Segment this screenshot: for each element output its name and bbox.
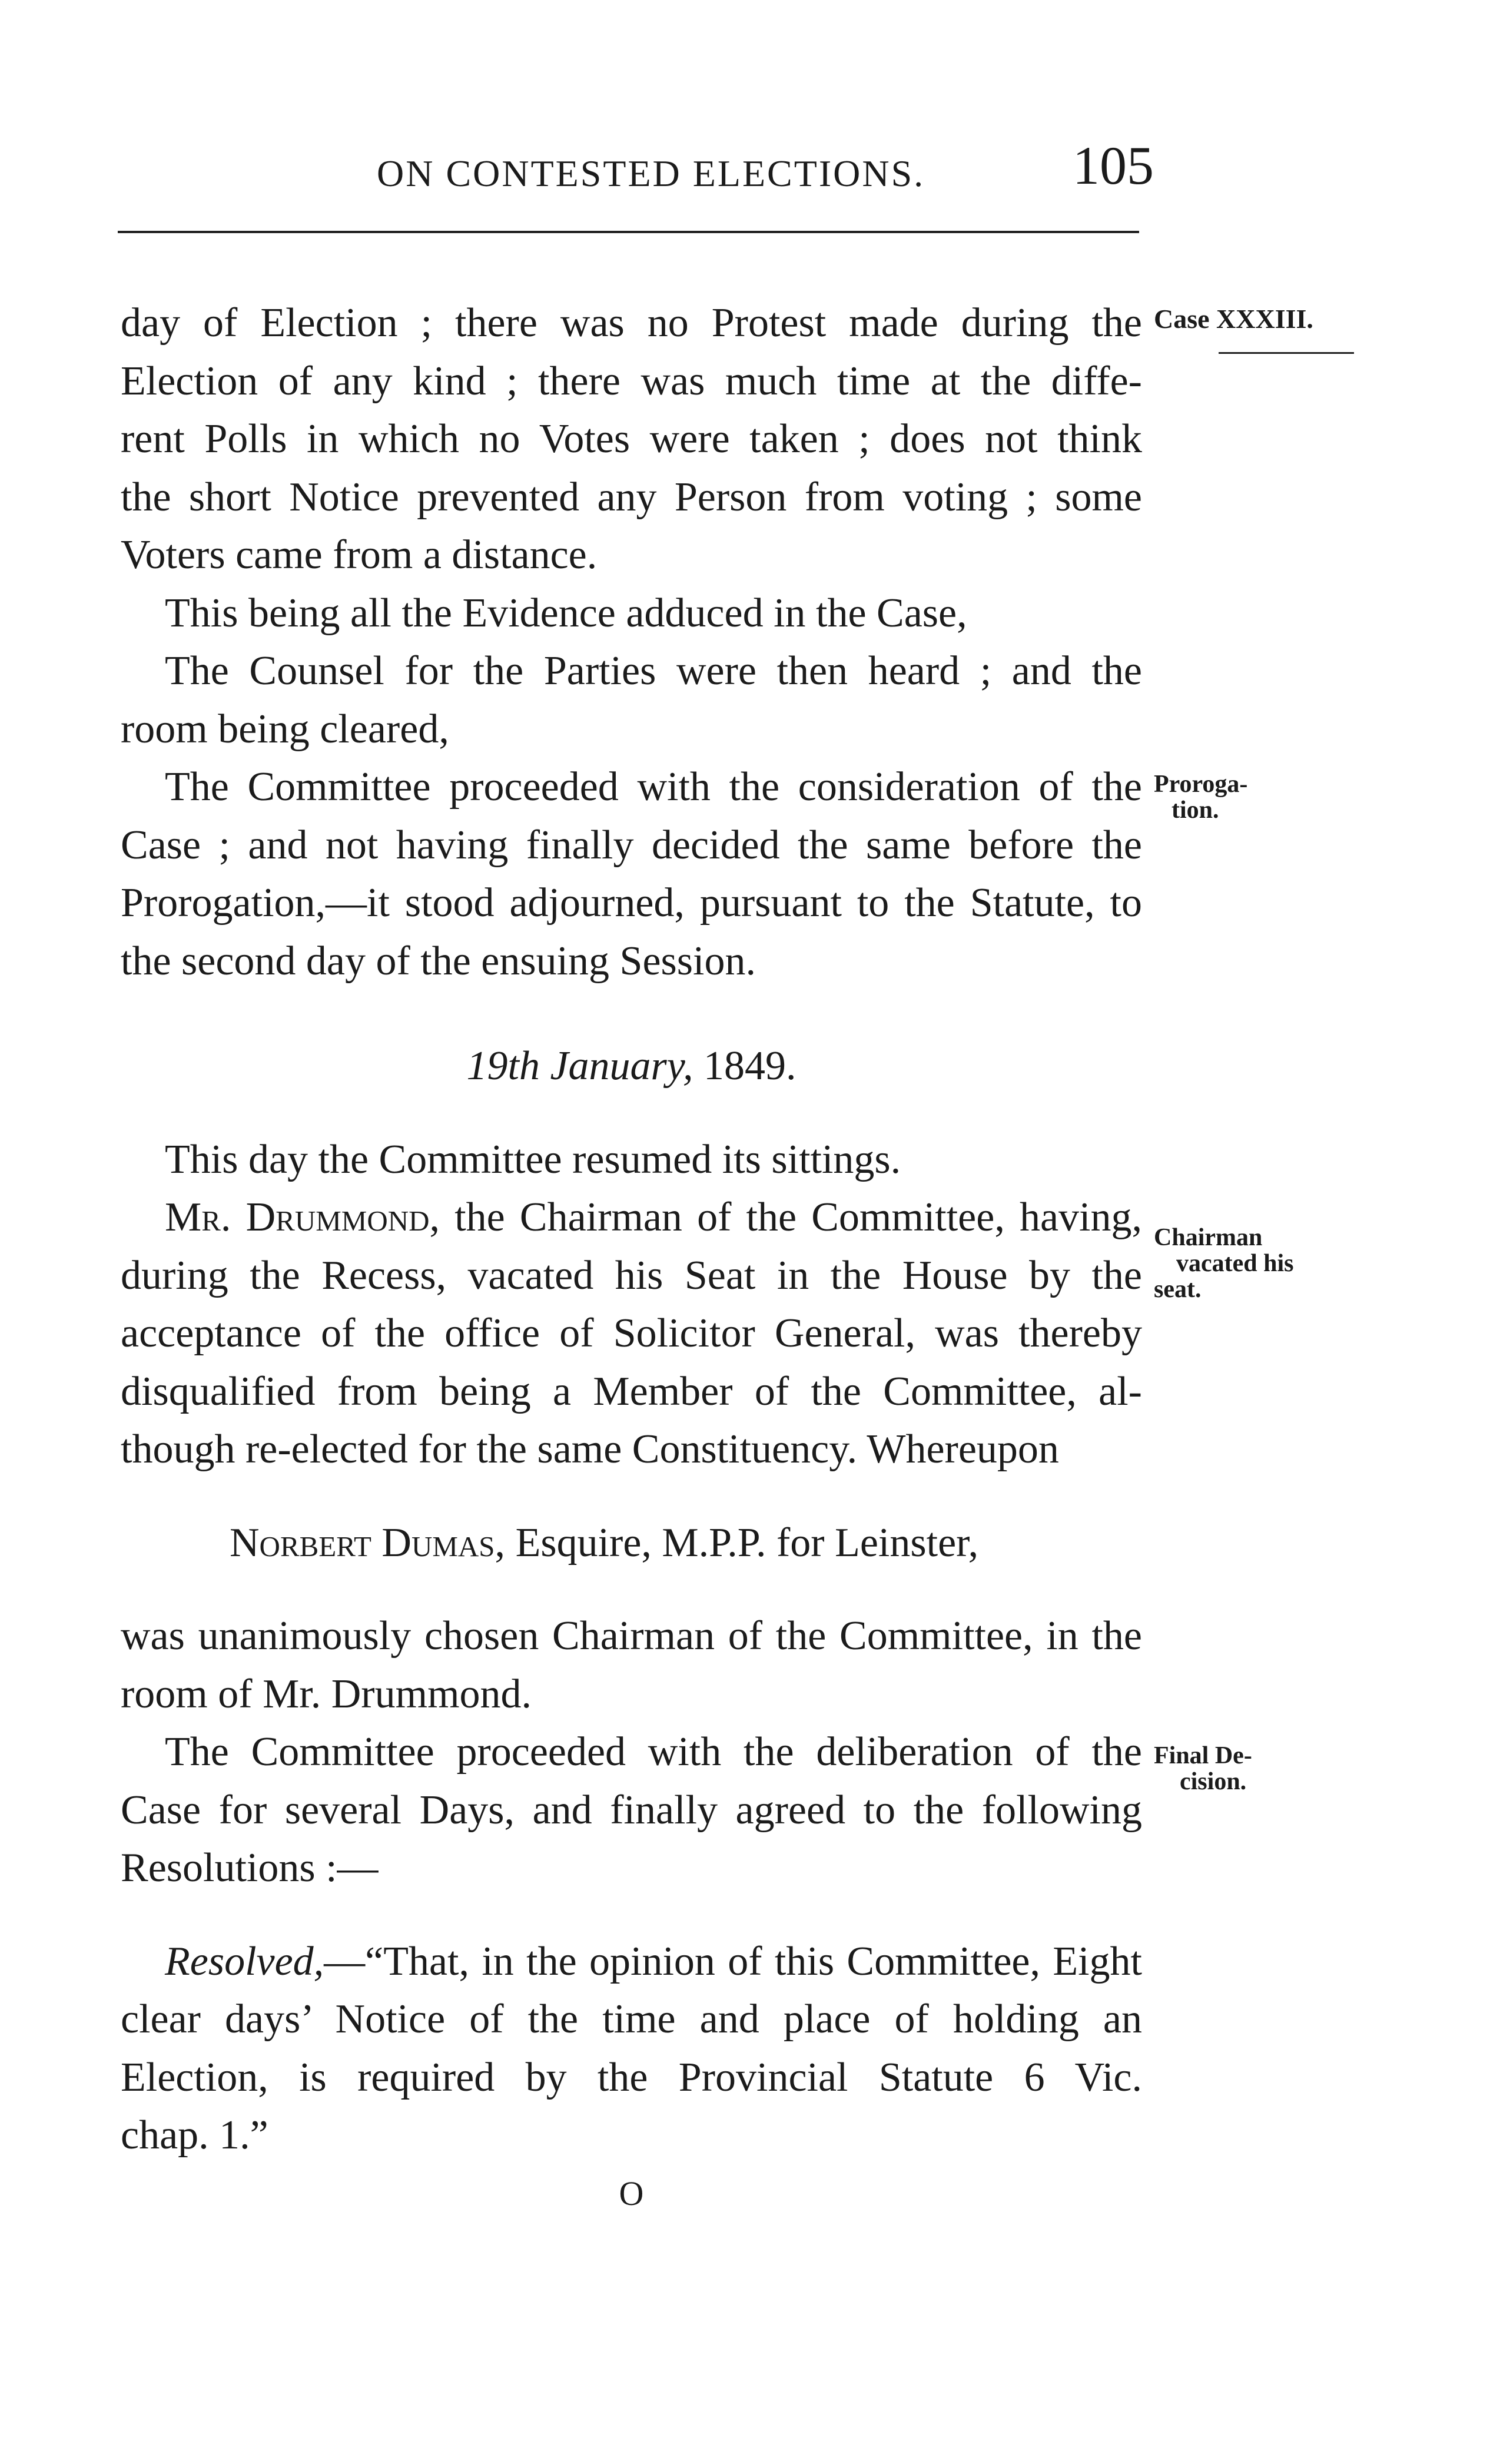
margin-note-line: cision. bbox=[1180, 1768, 1247, 1795]
text-line: rent Polls in which no Votes were taken ; does not think bbox=[121, 416, 1142, 462]
spacer bbox=[121, 1898, 1142, 1933]
text-line: Resolutions :— bbox=[121, 1845, 379, 1891]
text-fragment: —“That, in the opinion of this Committee, Eight bbox=[324, 1938, 1142, 1984]
text-line: day of Election ; there was no Protest made during the bbox=[121, 300, 1142, 346]
date-month: January, bbox=[550, 1043, 693, 1089]
resolved-label: Resolved, bbox=[165, 1938, 324, 1984]
spacer bbox=[121, 1479, 1142, 1514]
text-line: clear days’ Notice of the time and place of holding an bbox=[121, 1997, 1142, 2042]
text-line: The Committee proceeded with the deliberation of the bbox=[165, 1729, 1142, 1775]
date-year: 1849. bbox=[703, 1043, 797, 1089]
page-header bbox=[118, 134, 1154, 205]
text-line: the second day of the ensuing Session. bbox=[121, 938, 756, 984]
body-text bbox=[121, 294, 1142, 2223]
text-line: Election, is required by the Provincial Statute 6 Vic. bbox=[121, 2054, 1142, 2100]
text-line: This day the Committee resumed its sittings. bbox=[165, 1136, 901, 1182]
text-line: though re-elected for the same Constituency. Whereupon bbox=[121, 1427, 1059, 1472]
text-line: the short Notice prevented any Person from voting ; some bbox=[121, 474, 1142, 520]
text-line: Case for several Days, and finally agreed to the following bbox=[121, 1787, 1142, 1833]
text-line: during the Recess, vacated his Seat in the House by the bbox=[121, 1252, 1142, 1298]
margin-note-line: vacated his bbox=[1176, 1250, 1294, 1277]
text-line bbox=[121, 1189, 1142, 1247]
text-fragment: the Chairman of the Committee, having, bbox=[454, 1195, 1143, 1240]
text-line: was unanimously chosen Chairman of the Committee, in the bbox=[121, 1613, 1142, 1659]
running-head: ON CONTESTED ELECTIONS. bbox=[377, 152, 925, 194]
margin-note-line: tion. bbox=[1172, 797, 1219, 824]
text-line: Voters came from a distance. bbox=[121, 532, 598, 578]
date-heading bbox=[121, 1037, 1142, 1096]
name-line bbox=[121, 1514, 1142, 1573]
text-line: room of Mr. Drummond. bbox=[121, 1671, 532, 1717]
margin-note-final bbox=[1154, 1743, 1252, 1795]
text-line bbox=[121, 1933, 1142, 1991]
spacer bbox=[121, 1096, 1142, 1131]
text-line: The Counsel for the Parties were then heard ; and the bbox=[165, 648, 1142, 694]
text-line: chap. 1.” bbox=[121, 2113, 268, 2158]
person-name: Norbert Dumas, bbox=[230, 1520, 506, 1566]
text-line: acceptance of the office of Solicitor General, was thereby bbox=[121, 1311, 1142, 1356]
page-number: 105 bbox=[1073, 135, 1154, 195]
header-rule bbox=[118, 231, 1139, 233]
margin-note-chairman bbox=[1154, 1225, 1294, 1302]
date-day: 19th bbox=[466, 1043, 540, 1089]
text-line: The Committee proceeded with the consideration of the bbox=[165, 764, 1142, 810]
text-fragment: Esquire, M.P.P. for Leinster, bbox=[515, 1520, 979, 1566]
spacer bbox=[121, 1572, 1142, 1607]
margin-note-line: Final De- bbox=[1154, 1742, 1252, 1769]
margin-note-line: Chairman bbox=[1154, 1224, 1263, 1251]
spacer bbox=[121, 990, 1142, 1037]
margin-note-case-text: Case XXXIII. bbox=[1154, 304, 1313, 334]
margin-note-prorogation bbox=[1154, 771, 1247, 823]
margin-note-case-rule bbox=[1219, 352, 1354, 354]
text-line: disqualified from being a Member of the Committee, al- bbox=[121, 1368, 1142, 1414]
margin-note-line: Proroga- bbox=[1154, 771, 1248, 798]
text-line: Election of any kind ; there was much time at the diffe- bbox=[121, 358, 1142, 404]
text-line: Case ; and not having finally decided the same before the bbox=[121, 822, 1142, 868]
signature-mark: O bbox=[619, 2174, 644, 2213]
margin-note-line: seat. bbox=[1154, 1276, 1202, 1303]
person-name: Mr. Drummond, bbox=[165, 1195, 440, 1240]
text-line: room being cleared, bbox=[121, 706, 449, 752]
text-line: This being all the Evidence adduced in the Case, bbox=[165, 590, 967, 636]
margin-note-case bbox=[1154, 306, 1313, 332]
text-line: Prorogation,—it stood adjourned, pursuant to the Statute, to bbox=[121, 880, 1142, 926]
